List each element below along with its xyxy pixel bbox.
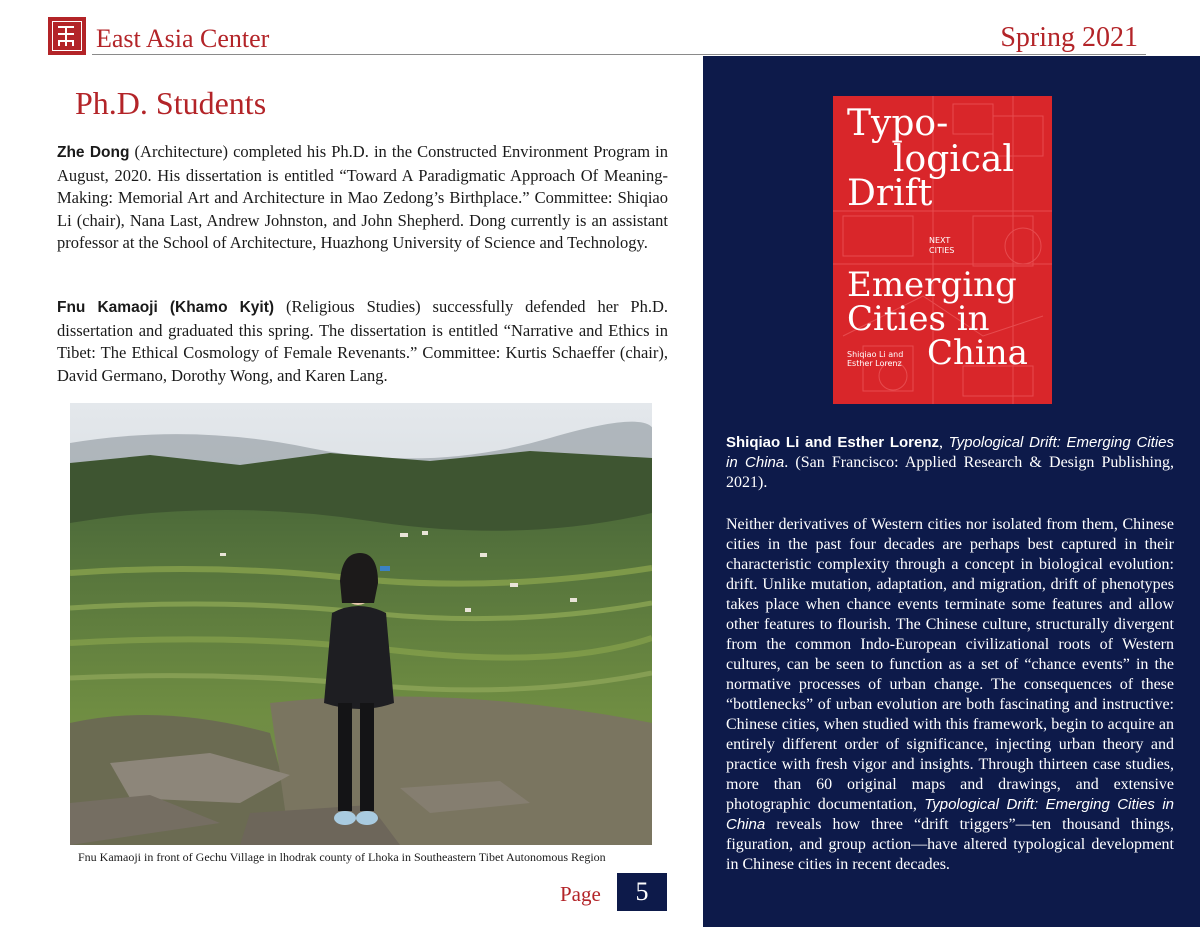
header-season: Spring 2021 [1000, 22, 1138, 53]
book-citation [726, 433, 1174, 493]
cover-author-line: Esther Lorenz [847, 359, 902, 368]
student-photo [70, 403, 652, 845]
page-number: 5 [617, 873, 667, 911]
citation-separator: , [939, 434, 949, 451]
student-entry [57, 296, 668, 387]
page-label: Page [560, 882, 601, 906]
cover-authors [847, 350, 903, 368]
student-description: (Religious Studies) successfully defended her Ph.D. dissertation and graduated this spring. The dissertation is entitled “Narrative and Ethics in Tibet: The Ethical Cosmology of Female Revenants.” Committee: Kurtis Schaeffer (chair), David Germano, Dorothy Wong, and Karen Lang. [57, 297, 668, 385]
book-cover [833, 96, 1052, 404]
student-name: Fnu Kamaoji (Khamo Kyit) [57, 299, 275, 316]
book-description [726, 515, 1174, 875]
cover-title-line: Drift [847, 173, 933, 214]
header-org-title: East Asia Center [96, 24, 270, 53]
cover-series-line: CITIES [929, 246, 955, 255]
book-authors: Shiqiao Li and Esther Lorenz [726, 434, 940, 451]
cover-title-line: Typo- [847, 103, 949, 144]
description-text: reveals how three “drift triggers”—ten thousand things, figuration, and group action—have altered typological development in Chinese cities in recent decades. [726, 816, 1174, 873]
book-publication: . (San Francisco: Applied Research & Design Publishing, 2021). [726, 454, 1174, 491]
section-title: Ph.D. Students [75, 85, 267, 121]
student-name: Zhe Dong [57, 144, 130, 161]
cover-subtitle-line: Emerging [847, 265, 1017, 305]
east-asia-center-logo [48, 17, 86, 55]
cover-title-line: logical [893, 139, 1014, 180]
cover-subtitle-line: China [927, 333, 1028, 373]
header-divider [92, 54, 1146, 55]
cover-author-line: Shiqiao Li and [847, 350, 904, 359]
student-description: (Architecture) completed his Ph.D. in the Constructed Environment Program in August, 2020. His dissertation is entitled “Toward A Paradigmatic Approach Of Meaning-Making: Memorial Art and Architecture in Mao Zedong’s Birthplace.” Committee: Shiqiao Li (chair), Nana Last, Andrew Johnston, and John Shepherd. Dong currently is an assistant professor at the School of Architecture, Huazhong University of Science and Technology. [57, 142, 668, 252]
book-title: Typological Drift: Emerging Cities in China [726, 434, 1174, 471]
description-book-title: Typological Drift: Emerging Cities in China [726, 796, 1174, 833]
cover-series-label [929, 236, 954, 256]
student-entry [57, 141, 668, 255]
photo-caption: Fnu Kamaoji in front of Gechu Village in lhodrak county of Lhoka in Southeastern Tibet Autonomous Region [78, 850, 606, 864]
cover-series-line: NEXT [929, 236, 951, 245]
description-text: Neither derivatives of Western cities nor isolated from them, Chinese cities in the past four decades are perhaps best captured in their characteristic complexity through a concept in biological evolution: drift. Unlike mutation, adaptation, and migration, drift of phenotypes takes place when chance events terminate some features and allow other features to flourish. The Chinese culture, structurally divergent from the common Indo-European civilizational roots of Western cultures, can be seen to function as a set of “chance events” in the normative processes of urban change. The consequences of these “bottlenecks” of urban evolution are both fascinating and instructive: Chinese cities, when studied with this framework, begin to acquire an entirely different order of significance, injecting urban theory and practice with fresh vigor and insights. Through thirteen case studies, more than 60 original maps and drawings, and extensive photographic documentation, [726, 516, 1174, 813]
cover-subtitle-line: Cities in [847, 299, 990, 339]
